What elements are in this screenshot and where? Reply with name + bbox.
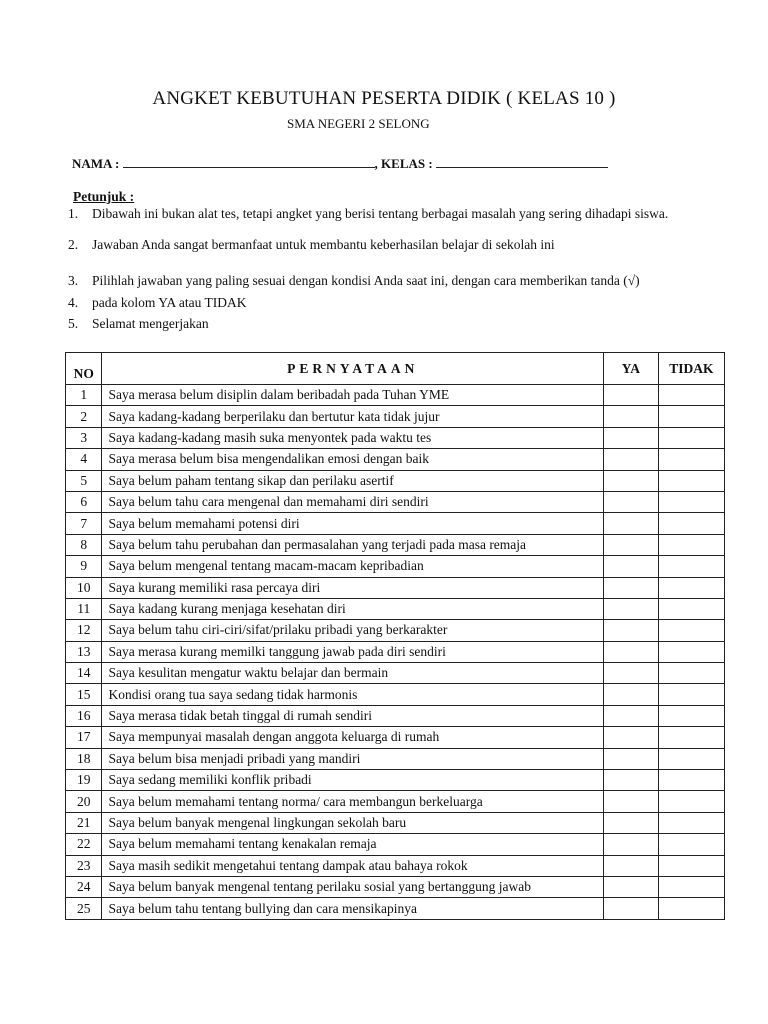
kelas-label: , KELAS : <box>374 156 436 171</box>
ya-checkbox-cell[interactable] <box>603 598 658 619</box>
row-number: 20 <box>66 791 102 812</box>
table-row <box>66 577 725 598</box>
tidak-checkbox-cell[interactable] <box>658 406 724 427</box>
document-title: ANGKET KEBUTUHAN PESERTA DIDIK ( KELAS 10 ) <box>152 88 616 109</box>
row-statement: Saya masih sedikit mengetahui tentang dampak atau bahaya rokok <box>102 855 603 876</box>
row-number: 2 <box>66 406 102 427</box>
ya-checkbox-cell[interactable] <box>603 705 658 726</box>
row-statement: Saya mempunyai masalah dengan anggota keluarga di rumah <box>102 727 603 748</box>
row-statement: Saya belum mengenal tentang macam-macam kepribadian <box>102 556 603 577</box>
tidak-checkbox-cell[interactable] <box>658 598 724 619</box>
tidak-checkbox-cell[interactable] <box>658 791 724 812</box>
table-row <box>66 812 725 833</box>
row-statement: Saya belum banyak mengenal tentang perilaku sosial yang bertanggung jawab <box>102 876 603 897</box>
table-row <box>66 898 725 919</box>
tidak-checkbox-cell[interactable] <box>658 876 724 897</box>
row-number: 4 <box>66 449 102 470</box>
instruction-item <box>68 206 728 222</box>
row-statement: Saya merasa belum bisa mengendalikan emosi dengan baik <box>102 449 603 470</box>
table-row <box>66 727 725 748</box>
ya-checkbox-cell[interactable] <box>603 834 658 855</box>
ya-checkbox-cell[interactable] <box>603 620 658 641</box>
table-row <box>66 556 725 577</box>
table-row <box>66 534 725 555</box>
ya-checkbox-cell[interactable] <box>603 748 658 769</box>
tidak-checkbox-cell[interactable] <box>658 620 724 641</box>
table-row <box>66 748 725 769</box>
row-number: 25 <box>66 898 102 919</box>
table-row <box>66 791 725 812</box>
row-number: 5 <box>66 470 102 491</box>
row-statement: Saya belum tahu perubahan dan permasalahan yang terjadi pada masa remaja <box>102 534 603 555</box>
row-number: 8 <box>66 534 102 555</box>
row-number: 17 <box>66 727 102 748</box>
ya-checkbox-cell[interactable] <box>603 577 658 598</box>
row-number: 23 <box>66 855 102 876</box>
row-statement: Saya belum tahu cara mengenal dan memahami diri sendiri <box>102 491 603 512</box>
row-number: 11 <box>66 598 102 619</box>
row-number: 1 <box>66 385 102 406</box>
row-statement: Saya kadang kurang menjaga kesehatan diri <box>102 598 603 619</box>
table-row <box>66 705 725 726</box>
row-number: 24 <box>66 876 102 897</box>
ya-checkbox-cell[interactable] <box>603 556 658 577</box>
instruction-item <box>68 237 728 253</box>
instruction-number: 4. <box>68 295 79 310</box>
ya-checkbox-cell[interactable] <box>603 513 658 534</box>
row-statement: Saya belum memahami tentang kenakalan remaja <box>102 834 603 855</box>
instruction-number: 2. <box>68 237 79 252</box>
row-statement: Saya belum tahu tentang bullying dan cara mensikapinya <box>102 898 603 919</box>
tidak-checkbox-cell[interactable] <box>658 449 724 470</box>
instruction-item <box>68 295 728 311</box>
nama-field[interactable] <box>123 155 375 168</box>
tidak-checkbox-cell[interactable] <box>658 898 724 919</box>
table-row <box>66 470 725 491</box>
tidak-checkbox-cell[interactable] <box>658 534 724 555</box>
instructions-heading: Petunjuk : <box>73 189 135 204</box>
table-row <box>66 406 725 427</box>
tidak-checkbox-cell[interactable] <box>658 663 724 684</box>
tidak-checkbox-cell[interactable] <box>658 748 724 769</box>
ya-checkbox-cell[interactable] <box>603 406 658 427</box>
row-statement: Saya merasa kurang memilki tanggung jawab pada diri sendiri <box>102 641 603 662</box>
table-row <box>66 449 725 470</box>
ya-checkbox-cell[interactable] <box>603 855 658 876</box>
row-number: 3 <box>66 427 102 448</box>
table-row <box>66 834 725 855</box>
instruction-number: 3. <box>68 273 79 288</box>
instruction-text: pada kolom YA atau TIDAK <box>92 295 247 310</box>
row-statement: Saya sedang memiliki konflik pribadi <box>102 770 603 791</box>
ya-checkbox-cell[interactable] <box>603 898 658 919</box>
identity-line <box>72 155 608 172</box>
table-row <box>66 385 725 406</box>
ya-checkbox-cell[interactable] <box>603 470 658 491</box>
ya-checkbox-cell[interactable] <box>603 727 658 748</box>
tidak-checkbox-cell[interactable] <box>658 812 724 833</box>
row-statement: Saya kurang memiliki rasa percaya diri <box>102 577 603 598</box>
tidak-checkbox-cell[interactable] <box>658 705 724 726</box>
table-row <box>66 620 725 641</box>
instruction-text: Selamat mengerjakan <box>92 316 209 331</box>
row-statement: Kondisi orang tua saya sedang tidak harmonis <box>102 684 603 705</box>
instruction-item <box>68 273 728 289</box>
ya-checkbox-cell[interactable] <box>603 663 658 684</box>
tidak-checkbox-cell[interactable] <box>658 385 724 406</box>
row-statement: Saya belum memahami potensi diri <box>102 513 603 534</box>
table-row <box>66 684 725 705</box>
ya-checkbox-cell[interactable] <box>603 449 658 470</box>
row-statement: Saya merasa belum disiplin dalam beribadah pada Tuhan YME <box>102 385 603 406</box>
row-statement: Saya belum tahu ciri-ciri/sifat/prilaku pribadi yang berkarakter <box>102 620 603 641</box>
header-statement: PERNYATAAN <box>102 353 603 385</box>
ya-checkbox-cell[interactable] <box>603 684 658 705</box>
row-statement: Saya belum banyak mengenal lingkungan sekolah baru <box>102 812 603 833</box>
instruction-number: 1. <box>68 206 79 221</box>
tidak-checkbox-cell[interactable] <box>658 470 724 491</box>
row-statement: Saya merasa tidak betah tinggal di rumah sendiri <box>102 705 603 726</box>
row-number: 16 <box>66 705 102 726</box>
row-number: 6 <box>66 491 102 512</box>
tidak-checkbox-cell[interactable] <box>658 684 724 705</box>
row-statement: Saya kesulitan mengatur waktu belajar dan bermain <box>102 663 603 684</box>
row-statement: Saya belum paham tentang sikap dan perilaku asertif <box>102 470 603 491</box>
table-row <box>66 427 725 448</box>
tidak-checkbox-cell[interactable] <box>658 556 724 577</box>
row-number: 19 <box>66 770 102 791</box>
tidak-checkbox-cell[interactable] <box>658 770 724 791</box>
instruction-text: Dibawah ini bukan alat tes, tetapi angket yang berisi tentang berbagai masalah yang sering dihadapi siswa. <box>92 206 669 221</box>
table-header-row <box>66 353 725 385</box>
tidak-checkbox-cell[interactable] <box>658 834 724 855</box>
tidak-checkbox-cell[interactable] <box>658 577 724 598</box>
row-statement: Saya belum memahami tentang norma/ cara membangun berkeluarga <box>102 791 603 812</box>
tidak-checkbox-cell[interactable] <box>658 427 724 448</box>
instruction-text: Jawaban Anda sangat bermanfaat untuk membantu keberhasilan belajar di sekolah ini <box>92 237 555 252</box>
header-ya: YA <box>603 353 658 385</box>
statement-table <box>65 352 725 920</box>
row-number: 15 <box>66 684 102 705</box>
row-number: 10 <box>66 577 102 598</box>
ya-checkbox-cell[interactable] <box>603 427 658 448</box>
tidak-checkbox-cell[interactable] <box>658 727 724 748</box>
row-number: 7 <box>66 513 102 534</box>
header-tidak: TIDAK <box>658 353 724 385</box>
ya-checkbox-cell[interactable] <box>603 491 658 512</box>
instruction-number: 5. <box>68 316 79 331</box>
instruction-text: Pilihlah jawaban yang paling sesuai dengan kondisi Anda saat ini, dengan cara memberikan tanda (√) <box>92 273 640 288</box>
table-row <box>66 641 725 662</box>
ya-checkbox-cell[interactable] <box>603 812 658 833</box>
ya-checkbox-cell[interactable] <box>603 770 658 791</box>
table-row <box>66 598 725 619</box>
ya-checkbox-cell[interactable] <box>603 791 658 812</box>
school-name: SMA NEGERI 2 SELONG <box>287 116 430 131</box>
table-row <box>66 513 725 534</box>
kelas-field[interactable] <box>436 155 608 168</box>
row-number: 21 <box>66 812 102 833</box>
table-row <box>66 876 725 897</box>
tidak-checkbox-cell[interactable] <box>658 513 724 534</box>
row-statement: Saya belum bisa menjadi pribadi yang mandiri <box>102 748 603 769</box>
instruction-item <box>68 316 728 332</box>
row-number: 22 <box>66 834 102 855</box>
row-statement: Saya kadang-kadang berperilaku dan bertutur kata tidak jujur <box>102 406 603 427</box>
row-number: 9 <box>66 556 102 577</box>
nama-label: NAMA : <box>72 156 123 171</box>
row-number: 12 <box>66 620 102 641</box>
table-row <box>66 663 725 684</box>
table-row <box>66 855 725 876</box>
tidak-checkbox-cell[interactable] <box>658 641 724 662</box>
row-statement: Saya kadang-kadang masih suka menyontek pada waktu tes <box>102 427 603 448</box>
ya-checkbox-cell[interactable] <box>603 534 658 555</box>
ya-checkbox-cell[interactable] <box>603 641 658 662</box>
header-no: NO <box>66 353 102 385</box>
table-row <box>66 770 725 791</box>
row-number: 13 <box>66 641 102 662</box>
tidak-checkbox-cell[interactable] <box>658 855 724 876</box>
table-row <box>66 491 725 512</box>
ya-checkbox-cell[interactable] <box>603 385 658 406</box>
row-number: 18 <box>66 748 102 769</box>
tidak-checkbox-cell[interactable] <box>658 491 724 512</box>
row-number: 14 <box>66 663 102 684</box>
ya-checkbox-cell[interactable] <box>603 876 658 897</box>
